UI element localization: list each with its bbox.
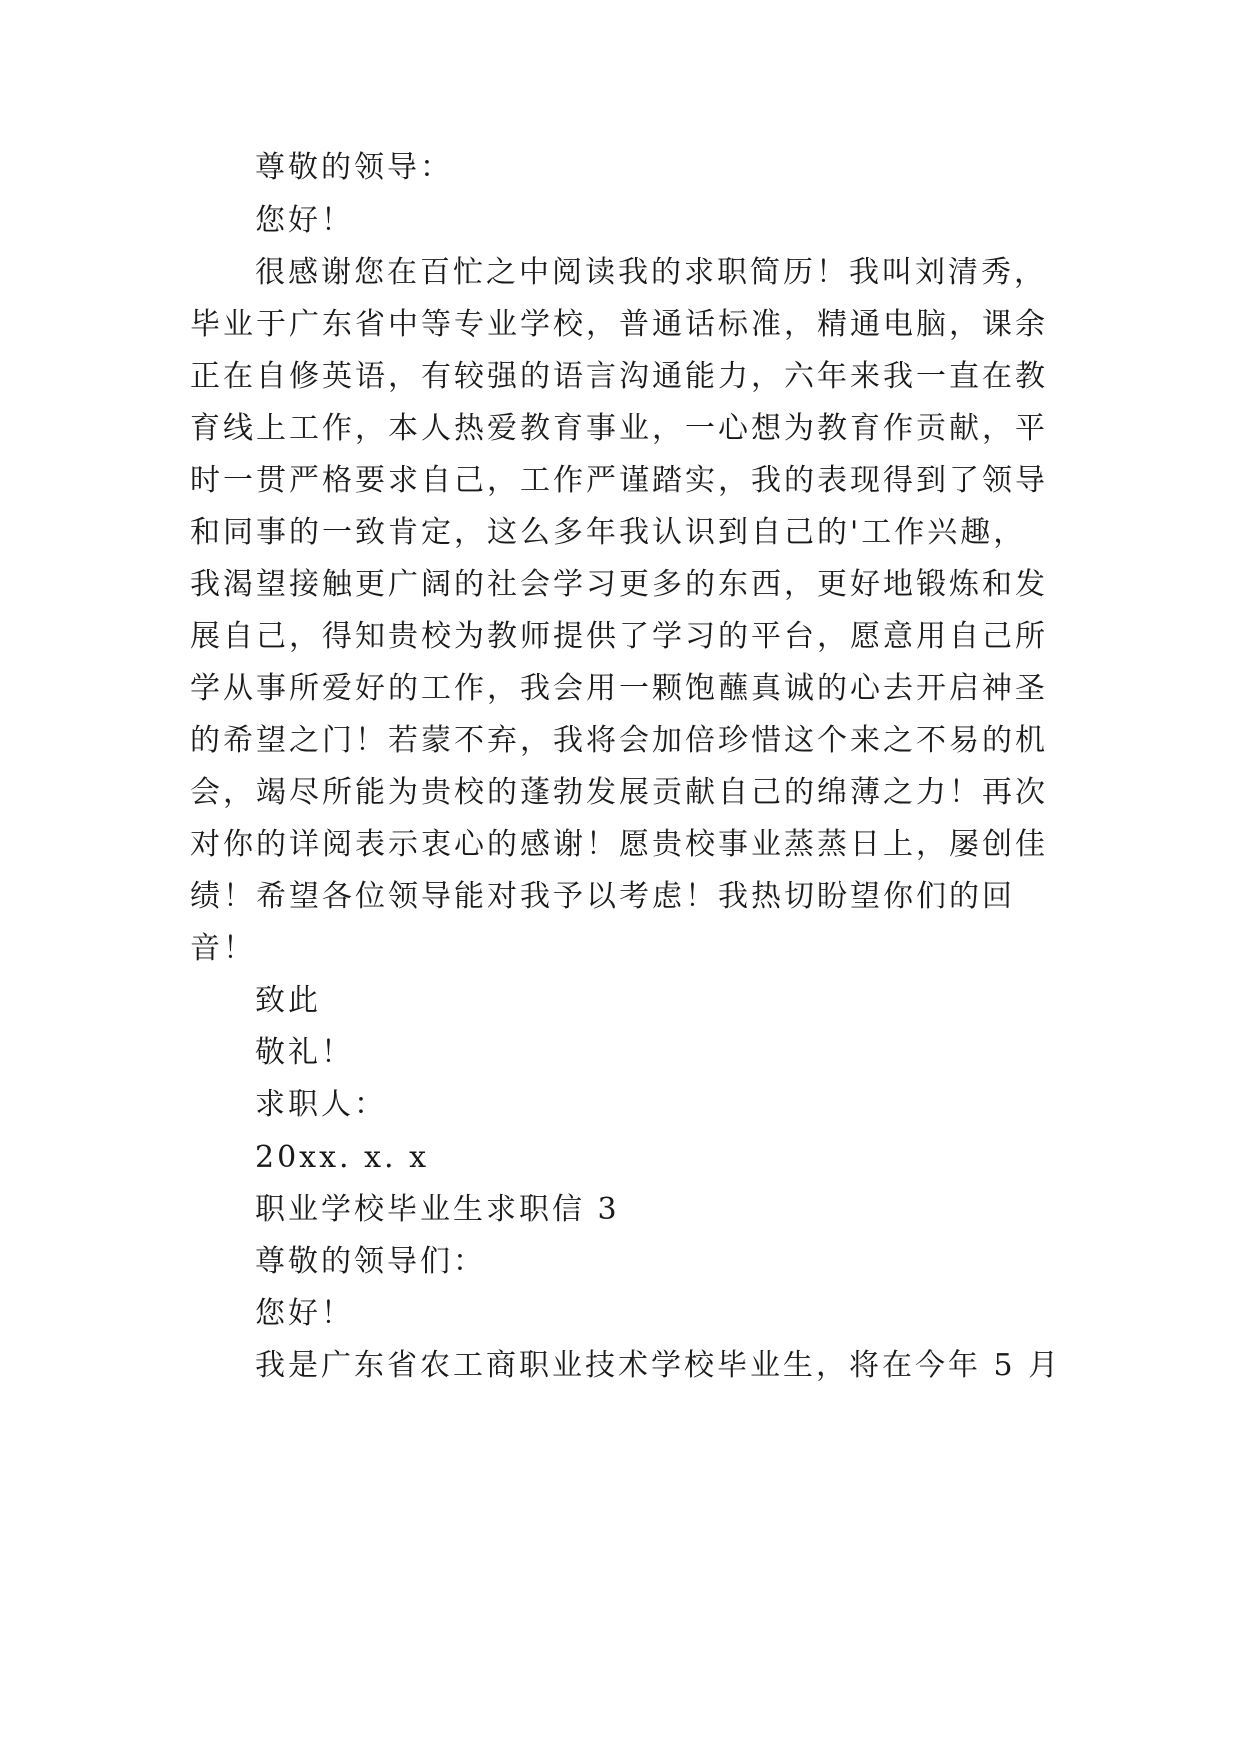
salutation-2: 尊敬的领导们： [255, 1244, 486, 1279]
body-line: 育线上工作，本人热爱教育事业，一心想为教育作贡献，平 [190, 411, 1048, 446]
greeting-2: 您好！ [255, 1296, 354, 1331]
salutation: 尊敬的领导： [255, 150, 453, 185]
body-line: 的希望之门！若蒙不弃，我将会加倍珍惜这个来之不易的机 [190, 723, 1048, 758]
body-line: 绩！希望各位领导能对我予以考虑！我热切盼望你们的回 [190, 879, 1015, 914]
body-line: 正在自修英语，有较强的语言沟通能力，六年来我一直在教 [190, 359, 1048, 394]
body-line: 时一贯严格要求自己，工作严谨踏实，我的表现得到了领导 [190, 463, 1048, 498]
body-line: 毕业于广东省中等专业学校，普通话标准，精通电脑，课余 [190, 307, 1048, 342]
body-line: 音！ [190, 931, 256, 966]
date: 20xx. x. x [255, 1140, 429, 1175]
body-line: 展自己，得知贵校为教师提供了学习的平台，愿意用自己所 [190, 619, 1048, 654]
section-title: 职业学校毕业生求职信 3 [255, 1192, 620, 1227]
greeting: 您好！ [255, 203, 354, 238]
body-line: 很感谢您在百忙之中阅读我的求职简历！我叫刘清秀， [255, 255, 1047, 290]
body-line: 会，竭尽所能为贵校的蓬勃发展贡献自己的绵薄之力！再次 [190, 775, 1048, 810]
closing-line: 致此 [255, 983, 321, 1018]
body-line: 学从事所爱好的工作，我会用一颗饱蘸真诚的心去开启神圣 [190, 671, 1048, 706]
body-line: 我渴望接触更广阔的社会学习更多的东西，更好地锻炼和发 [190, 567, 1048, 602]
body-line: 对你的详阅表示衷心的感谢！愿贵校事业蒸蒸日上，屡创佳 [190, 827, 1048, 862]
signature: 求职人： [255, 1087, 387, 1122]
body-line: 和同事的一致肯定，这么多年我认识到自己的'工作兴趣， [190, 515, 1027, 550]
closing-regards: 敬礼！ [255, 1035, 354, 1070]
body-line-2: 我是广东省农工商职业技术学校毕业生，将在今年 5 月 [255, 1348, 1062, 1383]
